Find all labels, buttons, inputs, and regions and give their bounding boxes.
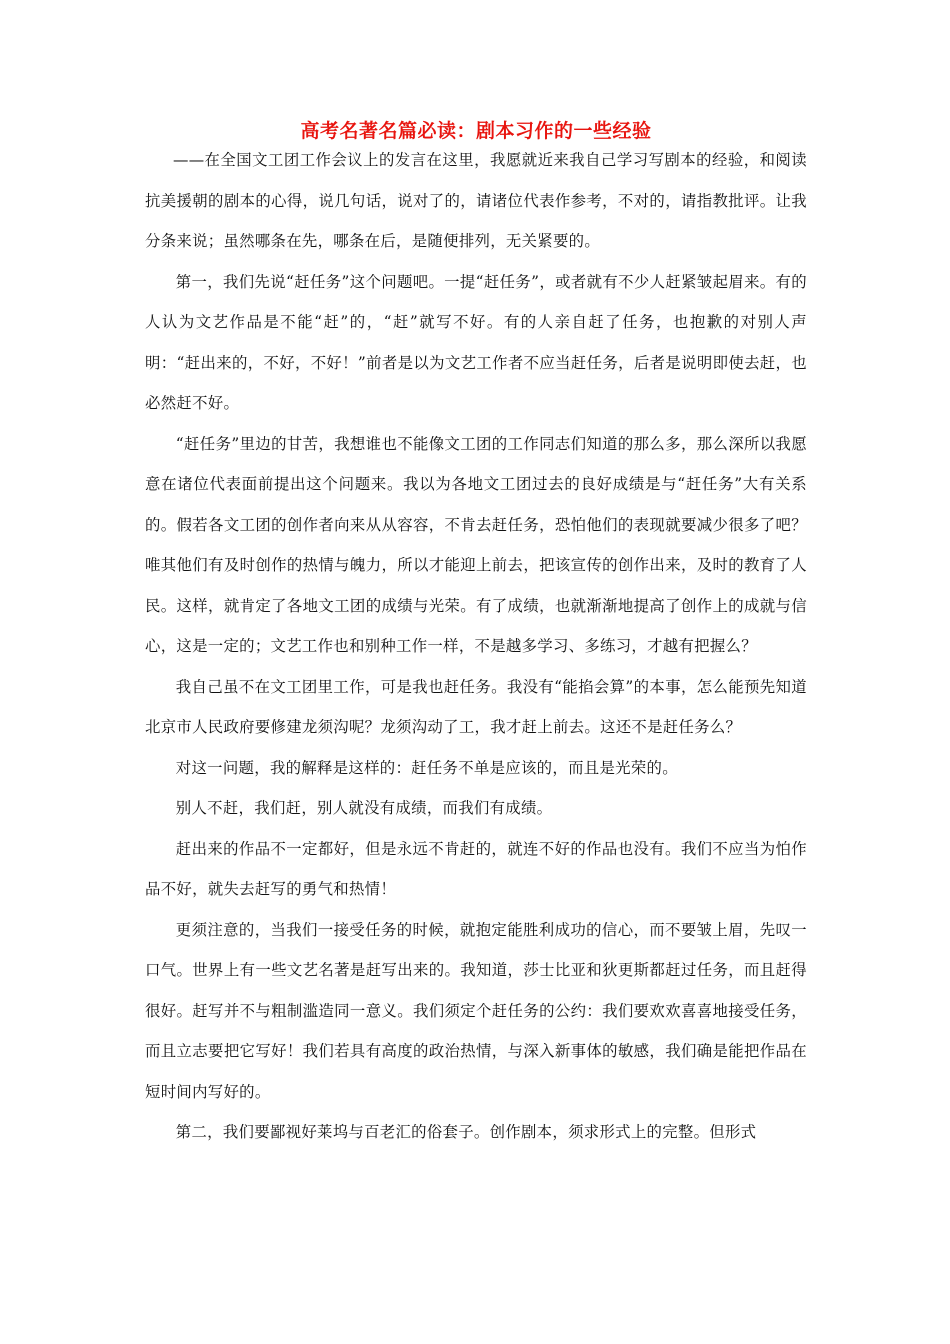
paragraph-7: 更须注意的，当我们一接受任务的时候，就抱定能胜利成功的信心，而不要皱上眉，先叹一口气。世界上有一些文艺名著是赶写出来的。我知道，莎士比亚和狄更斯都赶过任务，而且赶得很好。赶写并不与粗制滥造同一意义。我们须定个赶任务的公约：我们要欢欢喜喜地接受任务，而且立志要把它写好！我们若具有高度的政治热情，与深入新事体的敏感，我们确是能把作品在短时间内写好的。: [145, 920, 807, 1101]
paragraph-1: 第一，我们先说“赶任务”这个问题吧。一提“赶任务”，或者就有不少人赶紧皱起眉来。有的人认为文艺作品是不能“赶”的，“赶”就写不好。有的人亲自赶了任务，也抱歉的对别人声明：“赶出来的，不好，不好！”前者是以为文艺工作者不应当赶任务，后者是说明即使去赶，也必然赶不好。: [145, 272, 807, 412]
paragraph-4: 对这一问题，我的解释是这样的：赶任务不单是应该的，而且是光荣的。: [175, 758, 678, 777]
paragraph-8: 第二，我们要鄙视好莱坞与百老汇的俗套子。创作剧本，须求形式上的完整。但形式: [175, 1123, 757, 1141]
paragraph-5: 别人不赶，我们赶，别人就没有成绩，而我们有成绩。: [175, 799, 553, 817]
document-page: [145, 118, 807, 1153]
intro-text: ——在全国文工团工作会议上的发言在这里，我愿就近来我自己学习写剧本的经验，和阅读抗美援朝的剧本的心得，说几句话，说对了的，请诸位代表作参考，不对的，请指教批评。让我分条来说；虽然哪条在先，哪条在后，是随便排列，无关紧要的。: [145, 151, 807, 250]
document-title: 高考名著名篇必读：剧本习作的一些经验: [300, 120, 652, 142]
paragraph-6: 赶出来的作品不一定都好，但是永远不肯赶的，就连不好的作品也没有。我们不应当为怕作品不好，就失去赶写的勇气和热情！: [145, 839, 807, 898]
intro-paragraph: [145, 140, 807, 262]
paragraph-3: 我自己虽不在文工团里工作，可是我也赶任务。我没有“能掐会算”的本事，怎么能预先知道北京市人民政府要修建龙须沟呢？龙须沟动了工，我才赶上前去。这还不是赶任务么？: [145, 677, 807, 736]
paragraph-2: “赶任务”里边的甘苦，我想谁也不能像文工团的工作同志们知道的那么多，那么深所以我愿意在诸位代表面前提出这个问题来。我以为各地文工团过去的良好成绩是与“赶任务”大有关系的。假若各文工团的创作者向来从从容容，不肯去赶任务，恐怕他们的表现就要减少很多了吧？唯其他们有及时创作的热情与魄力，所以才能迎上前去，把该宣传的创作出来，及时的教育了人民。这样，就肯定了各地文工团的成绩与光荣。有了成绩，也就渐渐地提高了创作上的成就与信心，这是一定的；文艺工作也和别种工作一样，不是越多学习、多练习，才越有把握么？: [145, 434, 807, 655]
